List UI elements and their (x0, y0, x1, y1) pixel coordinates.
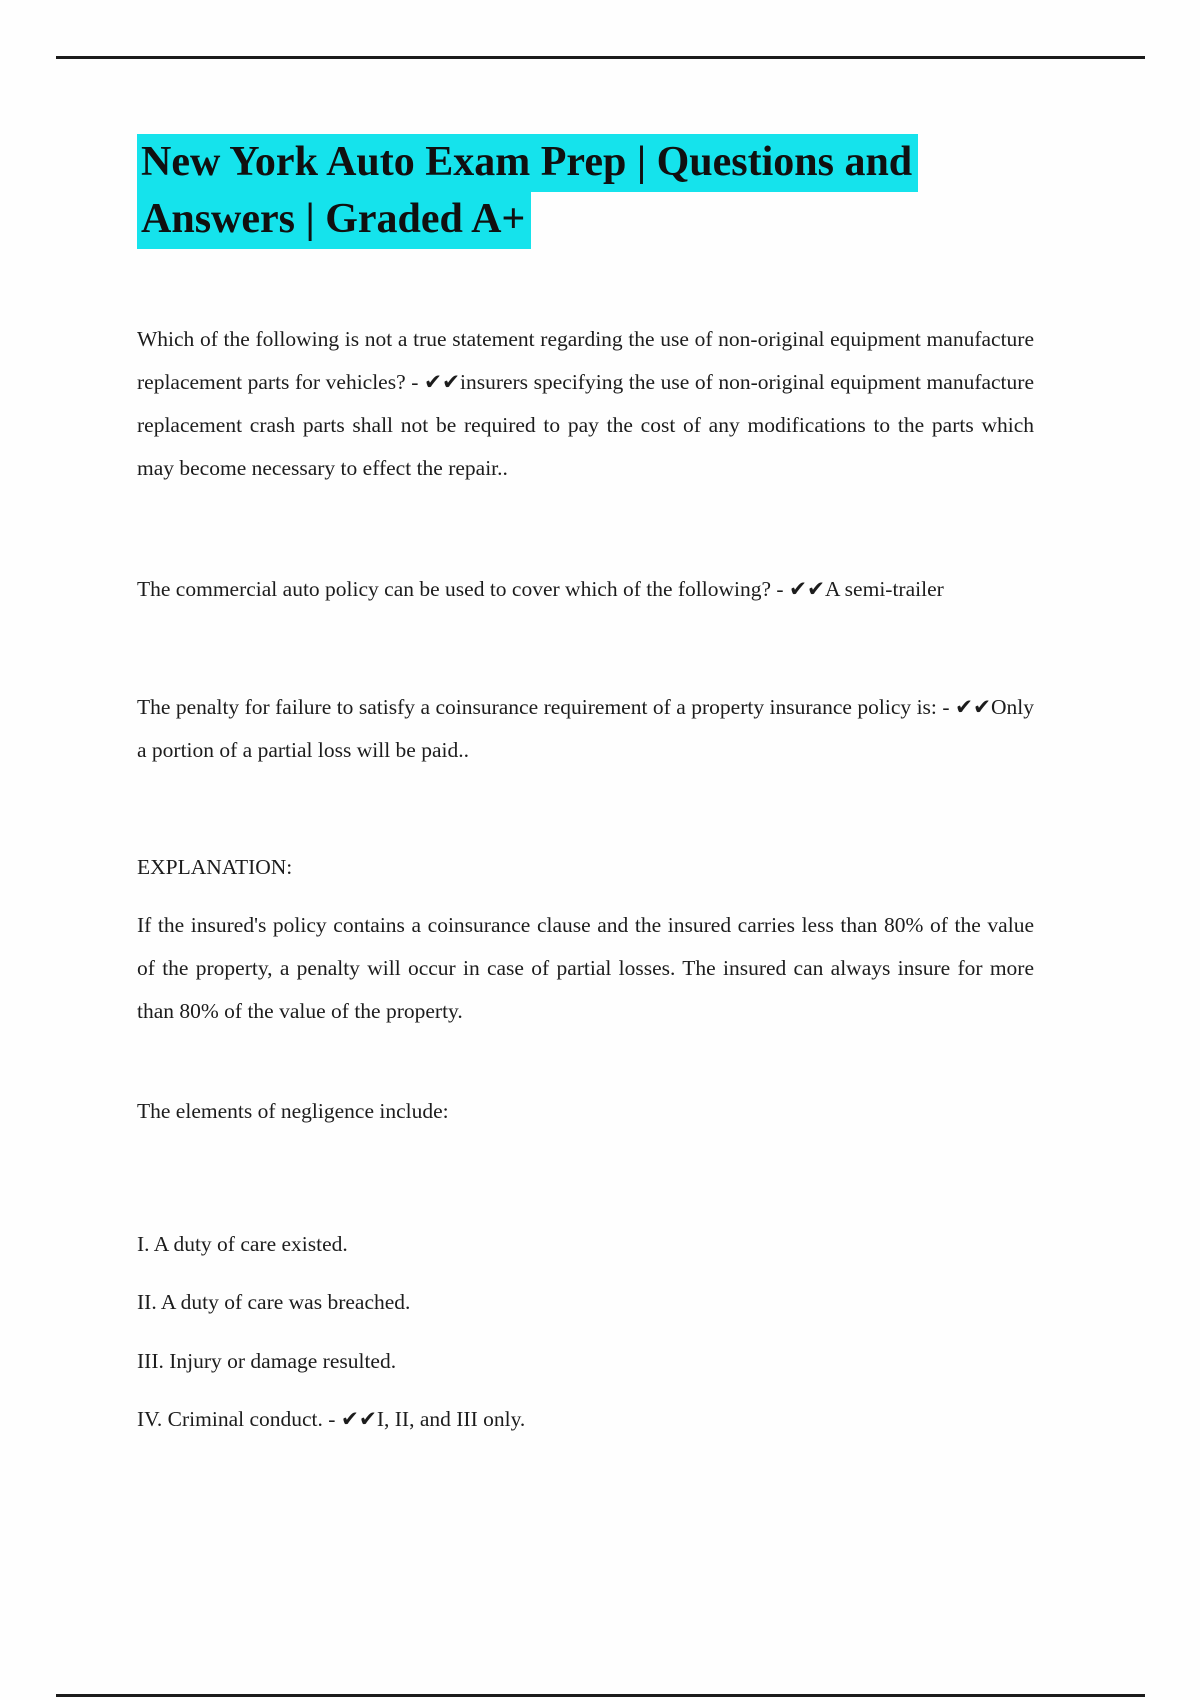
page-title-line1-highlight: New York Auto Exam Prep | Questions and (137, 134, 918, 192)
negligence-list-item-4: IV. Criminal conduct. - ✔✔I, II, and III only. (137, 1407, 526, 1431)
page-title-line2-highlight: Answers | Graded A+ (137, 191, 531, 249)
explanation-paragraph: If the insured's policy contains a coinsurance clause and the insured carries less than 80% of the value of the property, a penalty will occur in case of partial losses. The insured can always insure for more than 80% of the value of the property. (137, 913, 1034, 1023)
page-title (137, 134, 1077, 248)
bottom-divider-rule (56, 1694, 1145, 1697)
negligence-intro-line: The elements of negligence include: (137, 1099, 449, 1123)
question-answer-paragraph-1: Which of the following is not a true statement regarding the use of non-original equipment manufacture replacement parts for vehicles? - ✔✔insurers specifying the use of non-original equipment manufacture replacement crash parts shall not be required to pay the cost of any modifications to the parts which may become necessary to effect the repair.. (137, 327, 1034, 480)
negligence-list-item-3: III. Injury or damage resulted. (137, 1349, 397, 1373)
top-divider-rule (56, 56, 1145, 59)
explanation-label: EXPLANATION: (137, 855, 293, 879)
negligence-list-item-1: I. A duty of care existed. (137, 1232, 348, 1256)
question-answer-paragraph-2: The commercial auto policy can be used to cover which of the following? - ✔✔A semi-trailer (137, 577, 944, 601)
negligence-list-item-2: II. A duty of care was breached. (137, 1290, 411, 1314)
question-answer-paragraph-3: The penalty for failure to satisfy a coinsurance requirement of a property insurance policy is: - ✔✔Only a portion of a partial loss will be paid.. (137, 695, 1034, 762)
